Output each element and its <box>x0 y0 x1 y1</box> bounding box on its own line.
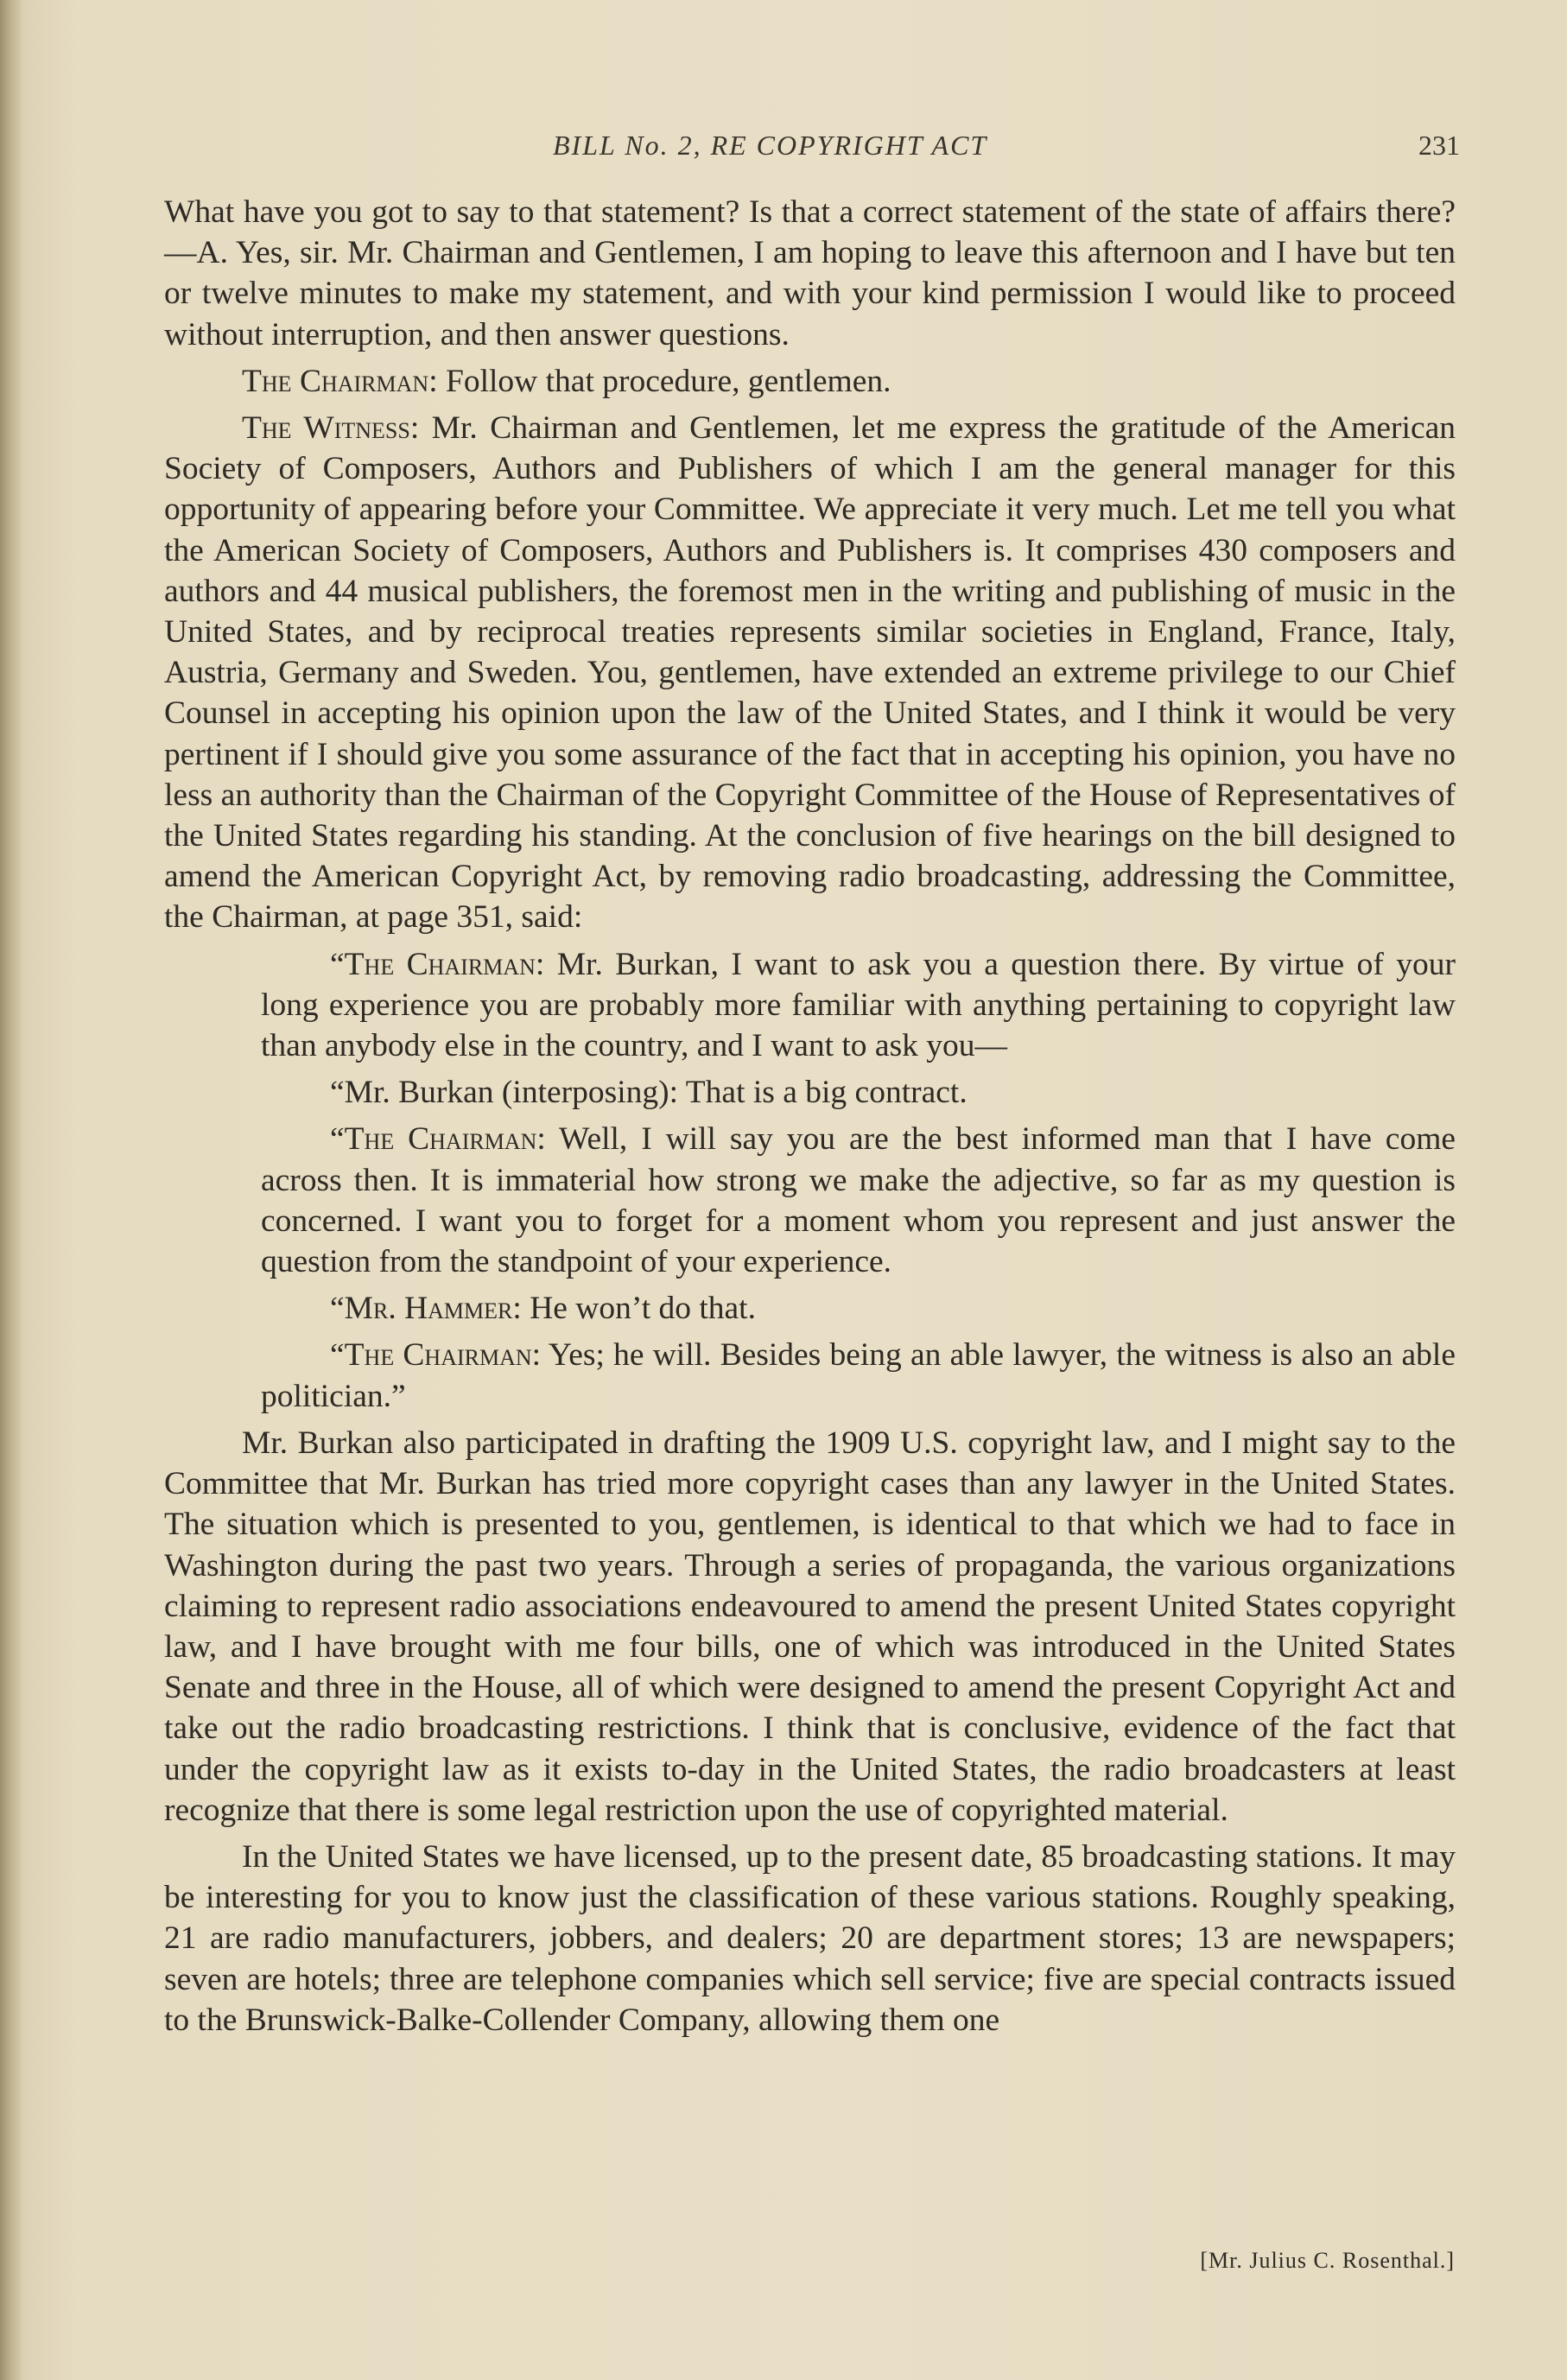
quote-speaker: “The Chairman <box>330 1121 537 1158</box>
quote-text: That is a big contract. <box>685 1075 967 1111</box>
paragraph-stations: In the United States we have licensed, up to the present date, 85 broadcasting stations. It may be interesting for you to know just the classification of these various stations. Roughly speaking, 21 are radio manufacturers, jobbers, and dealers; 20 are department stores; 13 are newspapers; seven are hotels; three are telephone companies which sell service; five are special contracts issued to the Brunswick-Balke-Collender Company, allowing them one <box>164 1838 1456 2038</box>
quote-text: He won’t do that. <box>530 1291 756 1327</box>
book-spine-shadow <box>0 0 22 2380</box>
quote-paragraph: “The Chairman: Yes; he will. Besides being an able lawyer, the witness is also an able politician.” <box>261 1337 1456 1414</box>
quote-speaker: “Mr. Burkan (interposing) <box>330 1075 669 1111</box>
quote-text: Mr. Burkan, I want to ask you a question there. By virtue of your long experience you are probably more familiar with anything pertaining to copyright law than anybody else in the country, and I want to ask you— <box>261 946 1456 1064</box>
witness-text: Mr. Chairman and Gentlemen, let me express the gratitude of the American Society of Composers, Authors and Publishers of which I am the general manager for this opportunity of appearing before your Committee. We appreciate it very much. Let me tell you what the American Society of Composers, Authors and Publishers is. It comprises 430 composers and authors and 44 musical publishers, the foremost men in the writing and publishing of music in the United States, and by reciprocal treaties represents similar societies in England, France, Italy, Austria, Germany and Sweden. You, gentlemen, have extended an extreme privilege to our Chief Counsel in accepting his opinion upon the law of the United States, and I think it would be very pertinent if I should give you some assurance of the fact that in accepting his opinion, you have no less an authority than the Chairman of the Copyright Committee of the House of Representatives of the United States regarding his standing. At the conclusion of five hearings on the bill designed to amend the American Copyright Act, by removing radio broadcasting, addressing the Committee, the Chairman, at page 351, said: <box>164 410 1456 936</box>
quote-paragraph: “The Chairman: Mr. Burkan, I want to ask you a question there. By virtue of your long experience you are probably more familiar with anything pertaining to copyright law than anybody else in the country, and I want to ask you— <box>261 946 1456 1064</box>
chairman-statement: The Chairman: Follow that procedure, gentlemen. <box>242 363 891 399</box>
quote-speaker: “Mr. Hammer <box>330 1291 513 1327</box>
running-header <box>155 130 1460 173</box>
quote-text: Yes; he will. Besides being an able lawyer, the witness is also an able politician.” <box>261 1337 1456 1414</box>
running-header-title: BILL No. 2, RE COPYRIGHT ACT <box>553 130 988 161</box>
quote-speaker: “The Chairman <box>330 946 536 982</box>
witness-statement: The Witness: Mr. Chairman and Gentlemen, let me express the gratitude of the American Society of Composers, Authors and Publishers of which I am the general manager for this opportunity of appearing before your Committee. We appreciate it very much. Let me tell you what the American Society of Composers, Authors and Publishers is. It comprises 430 composers and authors and 44 musical publishers, the foremost men in the writing and publishing of music in the United States, and by reciprocal treaties represents similar societies in England, France, Italy, Austria, Germany and Sweden. You, gentlemen, have extended an extreme privilege to our Chief Counsel in accepting his opinion upon the law of the United States, and I think it would be very pertinent if I should give you some assurance of the fact that in accepting his opinion, you have no less an authority than the Chairman of the Copyright Committee of the House of Representatives of the United States regarding his standing. At the conclusion of five hearings on the bill designed to amend the American Copyright Act, by removing radio broadcasting, addressing the Committee, the Chairman, at page 351, said: <box>164 410 1456 936</box>
quote-paragraph: “The Chairman: Well, I will say you are the best informed man that I have come across then. It is immaterial how strong we make the adjective, so far as my question is concerned. I want you to forget for a moment whom you represent and just answer the question from the standpoint of your experience. <box>261 1121 1456 1280</box>
quote-paragraph: “Mr. Burkan (interposing): That is a big contract. <box>330 1075 967 1111</box>
speaker-witness: The Witness <box>242 410 410 447</box>
page-number: 231 <box>1418 130 1460 161</box>
quote-speaker: “The Chairman <box>330 1337 532 1374</box>
quote-paragraph: “Mr. Hammer: He won’t do that. <box>330 1291 756 1327</box>
paragraph-burkan: Mr. Burkan also participated in drafting the 1909 U.S. copyright law, and I might say to the Committee that Mr. Burkan has tried more copyright cases than any lawyer in the United States. The situation which is presented to you, gentlemen, is identical to that which we had to face in Washington during the past two years. Through a series of propaganda, the various organizations claiming to represent radio associations endeavoured to amend the present United States copyright law, and I have brought with me four bills, one of which was introduced in the United States Senate and three in the House, all of which were designed to amend the present Copyright Act and take out the radio broadcasting restrictions. I think that is conclusive, evidence of the fact that under the copyright law as it exists to-day in the United States, the radio broadcasters at least recognize that there is some legal restriction upon the use of copyrighted material. <box>164 1425 1456 1828</box>
chairman-text: Follow that procedure, gentlemen. <box>445 363 891 399</box>
speaker-signature: [Mr. Julius C. Rosenthal.] <box>1200 2248 1455 2273</box>
paragraph-opening: What have you got to say to that statement? Is that a correct statement of the state of affairs there?—A. Yes, sir. Mr. Chairman and Gentlemen, I am hoping to leave this afternoon and I have but ten or twelve minutes to make my statement, and with your kind permission I would like to proceed without interruption, and then answer questions. <box>164 194 1456 352</box>
quote-text: Well, I will say you are the best informed man that I have come across then. It is immaterial how strong we make the adjective, so far as my question is concerned. I want you to forget for a moment whom you represent and just answer the question from the standpoint of your experience. <box>261 1121 1456 1280</box>
speaker-chairman: The Chairman <box>242 363 429 399</box>
body-text <box>164 192 1456 2047</box>
